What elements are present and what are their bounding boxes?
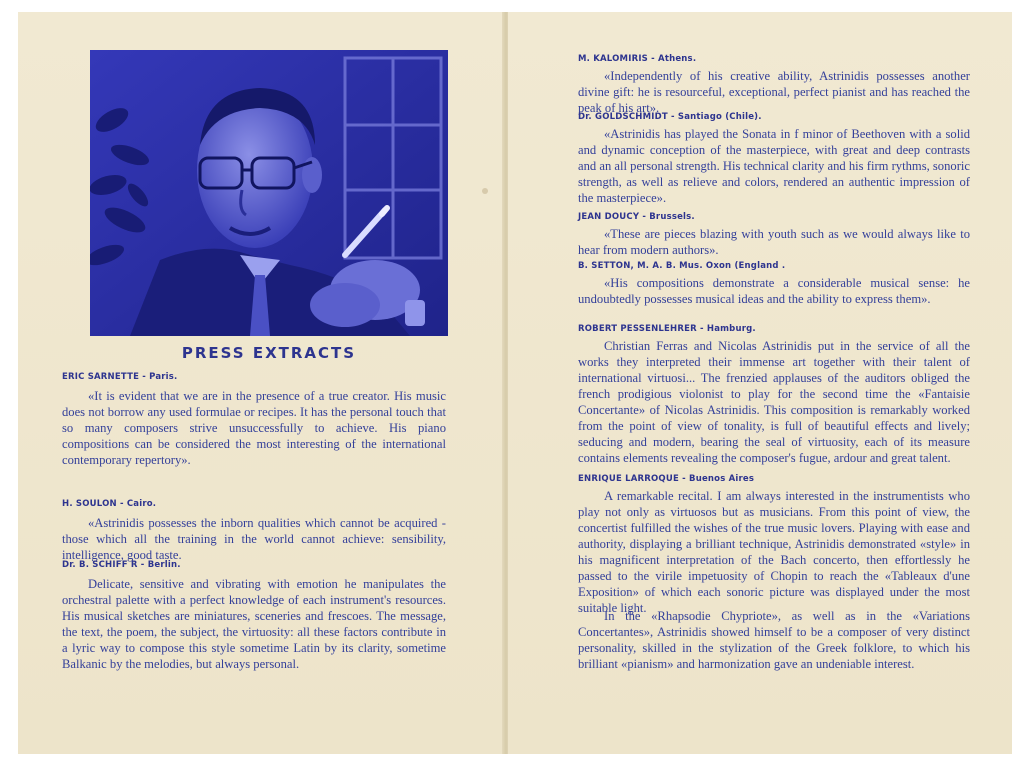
extract-text: «Astrinidis possesses the inborn qualities which cannot be acquired - those which all the training in the world cannot achieve: sensibility, intelligence, good taste. [62, 516, 446, 562]
extract-text: «Independently of his creative ability, Astrinidis possesses another divine gift: he is resourceful, exceptional, perfect pianist and has reached the peak of his art». [578, 69, 970, 115]
brochure-spread [18, 12, 1012, 754]
extract-text: «His compositions demonstrate a considerable musical sense: he undoubtedly possesses musical ideas and the ability to express them». [578, 276, 970, 306]
extract-goldschmidt [578, 112, 970, 206]
extract-source: ERIC SARNETTE - Paris. [62, 372, 178, 382]
extract-larroque [578, 474, 970, 616]
extract-source: ENRIQUE LARROQUE - Buenos Aires [578, 474, 755, 484]
extract-text: In the «Rhapsodie Chypriote», as well as in the «Variations Concertantes», Astrinidis showed himself to be a composer of very distinct personality, skilled in the stylization of the Greek folklore, to which his brilliant «pianism» and harmonization gave an undeniable interest. [578, 609, 970, 671]
extract-sarnette [62, 372, 446, 468]
extract-source: B. SETTON, M. A. B. Mus. Oxon (England . [578, 261, 786, 271]
extract-text: Christian Ferras and Nicolas Astrinidis put in the service of all the works they interpreted their immense art together with their talent of international virtuosi... The frenzied applauses of the auditors obliged the french prodigious violonist to play for the second time the «Fantaisie Concertante» of Nicolas Astrinidis. This composition is remarkably worked from the point of view of tonality, is full of beautiful effects and lively; seducing and modern, bearing the seal of virtuosity, each of its measure contains elements revealing the composer's fugue, ardour and great talent. [578, 339, 970, 465]
extract-source: Dr. GOLDSCHMIDT - Santiago (Chile). [578, 112, 762, 122]
right-page [508, 12, 1012, 754]
portrait-photo [90, 50, 448, 336]
extract-kalomiris [578, 54, 970, 116]
extract-source: M. KALOMIRIS - Athens. [578, 54, 697, 64]
extract-larroque-continued [578, 608, 970, 672]
extract-setton [578, 261, 970, 307]
extract-text: «These are pieces blazing with youth such as we would always like to hear from modern authors». [578, 227, 970, 257]
extract-source: Dr. B. SCHIFF R - Berlin. [62, 560, 181, 570]
extract-text: «Astrinidis has played the Sonata in f minor of Beethoven with a solid and dynamic conception of the masterpiece, with great and deep contrasts and an all personal strength. His technical clarity and his firm rythms, sonoric strength, as well as relieve and colors, rendered an authentic impression of the masterpiece». [578, 127, 970, 205]
extract-source: H. SOULON - Cairo. [62, 499, 157, 509]
portrait-photo-icon [90, 50, 448, 336]
paper-stain [482, 188, 488, 194]
extract-text: «It is evident that we are in the presence of a true creator. His music does not borrow any used formulae or recipes. It has the personal touch that so many composers strive unsuccessfully to achieve. His piano compositions can be considered the most interesting of the international contemporary repertory». [62, 389, 446, 467]
extract-schiff [62, 560, 446, 672]
extract-text: Delicate, sensitive and vibrating with emotion he manipulates the orchestral palette with a perfect knowledge of each instrument's resources. His musical sketches are miniatures, sceneries and frescoes. The message, the text, the poem, the subject, the virtuosity: all these factors contribute in a lyric way to compose this style sometime Latin by its clarity, sometime Balkanic by the melodies, but always personal. [62, 577, 446, 671]
left-page [18, 12, 504, 754]
page-title: PRESS EXTRACTS [181, 344, 357, 362]
extract-source: ROBERT PESSENLEHRER - Hamburg. [578, 324, 756, 334]
extract-source: JEAN DOUCY - Brussels. [578, 212, 695, 222]
extract-text: A remarkable recital. I am always interested in the instrumentists who play not only as virtuosos but as musicians. From this point of view, the concertist fulfilled the wishes of the true music lovers. Playing with ease and authority, displaying a brilliant technique, Astrinidis demonstrated «style» in his magnificent interpretation of the Bach concerto, then effortlessly he passed to the virile impetuosity of Chopin to reach the «Tableaux d'une Exposition» of which each sonoric picture was displayed under the most suitable light. [578, 489, 970, 615]
extract-pessenlehrer [578, 324, 970, 466]
extract-soulon [62, 499, 446, 563]
extract-doucy [578, 212, 970, 258]
